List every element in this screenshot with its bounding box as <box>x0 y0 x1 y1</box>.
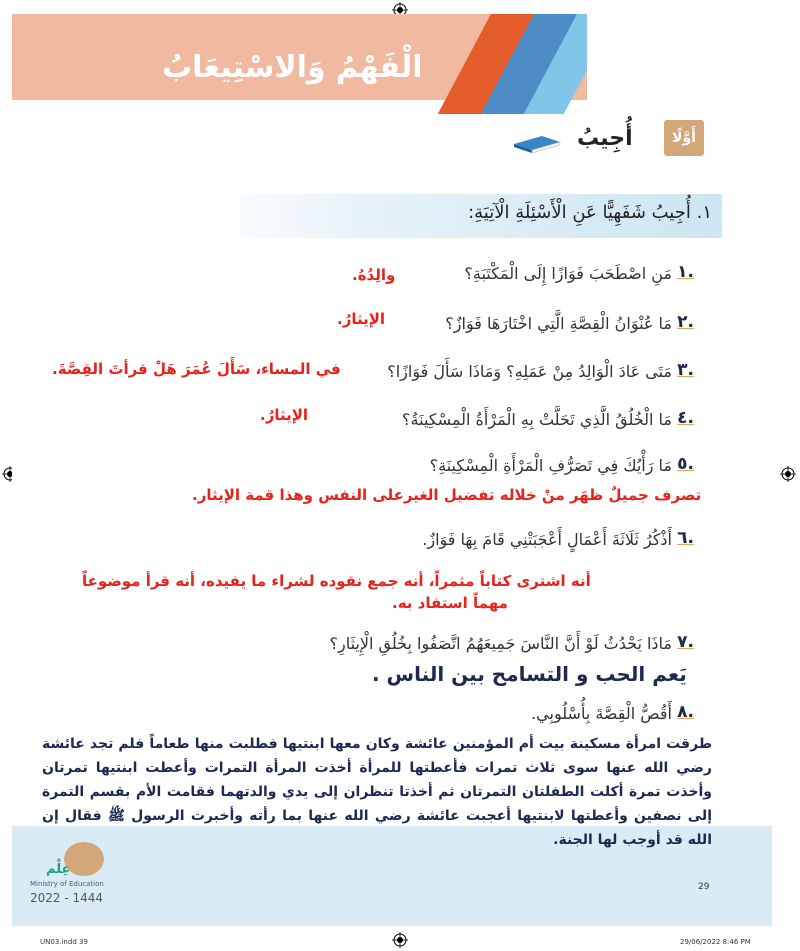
ministry-logo: عِلْم <box>46 862 71 877</box>
registration-mark-icon <box>780 466 796 482</box>
ministry-label: Ministry of Education <box>30 880 104 888</box>
question-number: ٦. <box>677 528 694 548</box>
question-number: ٣. <box>677 360 694 380</box>
print-slug-date: 29/06/2022 8:46 PM <box>680 938 751 946</box>
header-blank-area <box>587 14 772 100</box>
question-number: ٤. <box>677 408 694 428</box>
question-number: ٧. <box>677 632 694 652</box>
story-answer-text: طرقت امرأة مسكينة بيت أم المؤمنين عائشة وكان معها ابنتيها فطلبت منها طعاماً فلم تجد عائشة رضي الله عنها سوى ثلاث تمرات فأعطتها للمرأة أخذت المرأة التمرات وأعطت ابنتيها تمرتان وأخذت تمرة أكلت الطفلتان التمرتان ثم أخذتا تنظران إلى يدي والدتهما فقامت الأم بقسم التمرة إلى نصفين وأعطتها لابنتيها أعجبت عائشة رضي الله عنها بما رأته وأخبرت الرسول ﷺ فقال إن الله قد أوجب لها الجنة. <box>42 736 712 848</box>
page-title: الْفَهْمُ وَالاسْتِيعَابُ <box>162 50 423 85</box>
question-text: أَقُصُّ الْقِصَّةَ بِأُسْلُوبِي. <box>531 704 672 723</box>
question-number: ١. <box>677 262 694 282</box>
answer-text: أنه اشترى كتاباً مثمراً، أنه جمع نقوده لشراء ما يفيده، أنه قرأ موضوعاً <box>82 572 591 590</box>
print-slug-file: UN03.indd 39 <box>40 938 88 946</box>
question-number: ٨. <box>677 702 694 722</box>
page-header <box>12 14 772 100</box>
answer-text: يَعم الحب و التسامح بين الناس . <box>372 662 687 686</box>
registration-mark-icon <box>392 932 408 948</box>
answer-text: مهماً استفاد به. <box>392 594 508 612</box>
question-number: ٥. <box>677 454 694 474</box>
question-text: مَنِ اصْطَحَبَ فَوَازًا إِلَى الْمَكْتَبَةِ؟ <box>464 264 672 283</box>
question-text: مَا الْخُلُقُ الَّذِي تَحَلَّتْ بِهِ الْمَرْأَةُ الْمِسْكِينَةُ؟ <box>402 410 672 429</box>
edition-year: 2022 - 1444 <box>30 891 104 905</box>
answer-text: الإيثارُ. <box>337 310 386 328</box>
question-text: مَا عُنْوَانُ الْقِصَّةِ الَّتِي اخْتَارَهَا فَوَازٌ؟ <box>445 314 672 333</box>
answer-text: والِدُهُ. <box>352 266 396 284</box>
question-text: مَاذَا يَحْدُثُ لَوْ أَنَّ النَّاسَ جَمِيعَهُمُ اتَّصَفُوا بِخُلُقِ الْإِيثَارِ؟ <box>329 634 672 653</box>
question-text: أَذْكُرُ ثَلَاثَةَ أَعْمَالٍ أَعْجَبَتْنِي قَامَ بِهَا فَوَازٌ. <box>422 530 672 549</box>
book-icon <box>512 132 562 154</box>
answer-text: الإيثارُ. <box>260 406 309 424</box>
answer-text: في المساء، سَأَلَ عُمَرَ هَلْ قرأتَ القِصَّةَ. <box>52 360 341 378</box>
instruction-text: ١. أُجِيبُ شَفَهِيًّا عَنِ الْأَسْئِلَةِ الْآتِيَةِ: <box>468 202 712 223</box>
question-number: ٢. <box>677 312 694 332</box>
textbook-page <box>12 14 772 926</box>
page-number: 29 <box>698 882 710 892</box>
section-badge: أَوَّلًا <box>664 120 704 156</box>
question-text: مَتَى عَادَ الْوَالِدُ مِنْ عَمَلِهِ؟ وَمَاذَا سَأَلَ فَوَازًا؟ <box>387 362 672 381</box>
answer-text: تصرف جميلٌ ظهَر منْ خلاله تفضيل الغيرعلى النفس وهذا قمة الإيثار. <box>192 486 702 504</box>
question-text: مَا رَأْيُكَ فِي تَصَرُّفِ الْمَرْأَةِ الْمِسْكِينَةِ؟ <box>429 456 672 475</box>
section-title: أُجِيبُ <box>577 126 633 151</box>
